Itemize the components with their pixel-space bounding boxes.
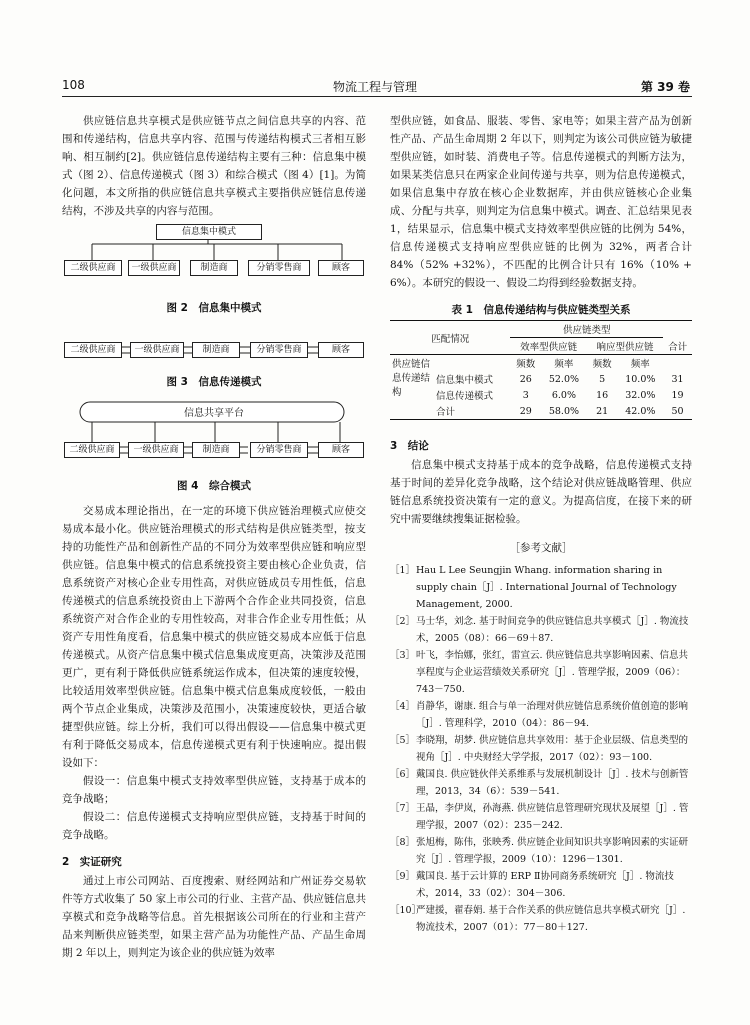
cell: 58.0% [548,405,580,417]
reference-item [390,732,692,766]
fig2-node: 分销零售商 [248,260,310,276]
fig4-node: 一级供应商 [128,442,184,458]
section-2-text: 通过上市公司网站、百度搜索、财经网站和广州证券交易软件等方式收集了 50 家上市公司的行业、主营产品、供应链信息共享模式和竞争战略等信息。首先根据该公司所在的行业和主营产品来判断供应链类型，如果主营产品为功能性产品、产品生命周期 2 年以上，则判定为该企业的供应链为效率 [62,875,366,959]
table-1-caption: 表 1 信息传递结构与供应链类型关系 [451,304,631,316]
reference-item [390,698,692,732]
table-1 [390,320,692,420]
cell: 6.0% [551,389,576,401]
col-efficient: 效率型供应链 [520,342,578,353]
row-group-label: 供应链信息传递结构 [392,359,431,398]
reference-number: ［4］ [390,701,416,712]
reference-number: ［1］ [390,565,416,576]
reference-number: ［10］ [390,905,422,916]
fig3-caption: 图 3 信息传递模式 [166,376,262,388]
cell: 5 [599,373,606,385]
reference-item [390,902,692,936]
cell: 21 [596,405,609,417]
fig2-node: 制造商 [190,260,238,276]
fig3-arrows [0,342,370,360]
fig4-node: 顾客 [318,442,364,458]
fig3-node: 顾客 [318,342,364,358]
section-3-text: 信息集中模式支持基于成本的竞争战略，信息传递模式支持基于时间的差异化竞争战略，这个结论对供应链战略管理、供应链信息系统投资决策有一定的意义。为提高信度，在接下来的研究中需要继续搜集证据检验。 [390,459,692,525]
header-rule [62,96,692,97]
cell: 26 [519,373,532,385]
cell: 52.0% [548,373,580,385]
sub-freq: 频数 [516,359,536,370]
page-number: 108 [62,78,85,92]
section-2-body [62,872,366,962]
row-label: 信息集中模式 [436,375,494,386]
sub-rate: 频率 [630,359,650,370]
fig3-node: 二级供应商 [64,342,122,358]
reference-number: ［9］ [390,871,416,882]
fig4-node: 制造商 [192,442,240,458]
intro-text: 供应链信息共享模式是供应链节点之间信息共享的内容、范围和传递结构，信息共享内容、范围与传递结构模式三者相互影响、相互制约[2]。供应链信息传递结构主要有三种：信息集中模式（图 2）、信息传递模式（图 3）和综合模式（图 4）[1]。为简化问题，本文所指的供应链信息共享模式主要指供应链信息传递结构，不涉及共享的内容与范围。 [62,115,366,217]
fig4-platform-label: 信息共享平台 [184,408,244,419]
intro-paragraph [62,112,366,220]
fig2-node: 二级供应商 [64,260,122,276]
reference-text: Hau L Lee Seungjin Whang. information sharing in supply chain［J］. International Journal of Technology Management, 2000. [416,565,677,610]
references-list [390,562,692,936]
reference-item [390,834,692,868]
table-corner: 匹配情况 [431,333,470,345]
cell: 32.0% [625,389,656,401]
body-paragraph: 交易成本理论指出，在一定的环境下供应链治理模式应使交易成本最小化。供应链治理模式的形式结构是供应链类型，按支持的功能性产品和创新性产品的不同分为效率型供应链和响应型供应链。信息集中模式的信息系统投资主要由核心企业负责，信息系统资产对核心企业专用性高，对供应链成员专用性低，信息传递模式的信息系统投资由上下游两个合作企业共同投资，信息系统资产对合作企业的专用性较高，对非合作企业专用性低；从资产专用性角度看，信息集中模式的供应链交易成本应低于信息传递模式。从资产信息集中模式信息集成度更高，决策涉及范围更广，更有利于降低供应链系统运作成本，但决策的速度较慢，比较适用效率型供应链。信息集中模式信息集成度较低，一般由两个节点企业集成，决策涉及范围小，决策速度较快，更适合敏捷型供应链。综上分析，我们可以得出假设——信息集中模式更有利于降低交易成本，信息传递模式更有利于快速响应。提出假设如下： [62,505,366,769]
cell: 31 [671,373,684,385]
reference-text: 王晶，李伊岚，孙海燕. 供应链信息管理研究现状及展望［J］. 管理学报，2007（02）：235－242. [416,803,689,831]
reference-text: 戴国良. 基于云计算的 ERP Ⅱ协同商务系统研究［J］. 物流技术，2014，33（02）：304－306. [416,871,674,899]
reference-item [390,800,692,834]
section-3-heading: 3 结论 [390,440,429,452]
sub-rate: 频率 [554,359,574,370]
references-heading: ［参考文献］ [509,542,573,554]
reference-text: 叶飞，李怡娜，张红，雷宣云. 供应链信息共享影响因素、信息共享程度与企业运营绩效关系研究［J］. 管理学报，2009（06）：743－750. [416,650,689,695]
volume-label: 第 39 卷 [640,80,690,94]
hypothesis-1: 假设一：信息集中模式支持效率型供应链，支持基于成本的竞争战略； [62,775,366,805]
fig2-caption: 图 2 信息集中模式 [166,302,262,314]
cell: 19 [671,389,684,401]
reference-text: 张旭梅，陈伟，张映秀. 供应链企业间知识共享影响因素的实证研究［J］. 管理学报，2009（10）：1296－1301. [416,837,689,865]
reference-item [390,613,692,647]
reference-number: ［7］ [390,803,416,814]
section-2-heading: 2 实证研究 [62,856,122,868]
cell: 29 [519,405,532,417]
reference-text: 戴国良. 供应链伙伴关系维系与发展机制设计［J］. 技术与创新管理，2013，34（6）：539－541. [416,769,689,797]
left-body [62,502,366,844]
fig2-node: 顾客 [318,260,364,276]
reference-text: 严建援，翟春娟. 基于合作关系的供应链信息共享模式研究［J］. 物流技术，2007（01）：77－80＋127. [416,905,686,933]
sub-freq: 频数 [592,359,612,370]
table-group-header: 供应链类型 [510,321,663,338]
row-label: 信息传递模式 [436,391,494,402]
reference-item [390,647,692,698]
cell: 42.0% [625,405,656,417]
fig4-caption: 图 4 综合模式 [177,480,251,492]
row-label: 合计 [436,407,456,418]
fig3-node: 制造商 [192,342,240,358]
reference-text: 李晓翔，胡梦. 供应链信息共享效用：基于企业层级、信息类型的视角［J］. 中央财经大学学报，2017（02）：93－100. [416,735,689,763]
fig3-node: 分销零售商 [250,342,308,358]
right-top-paragraph [390,112,692,292]
col-total: 合计 [668,341,688,353]
cell: 10.0% [625,373,656,385]
reference-item [390,562,692,613]
fig2-node: 一级供应商 [128,260,180,276]
reference-number: ［6］ [390,769,416,780]
reference-number: ［3］ [390,650,416,661]
right-top-text: 型供应链，如食品、服装、零售、家电等；如果主营产品为创新性产品、产品生命周期 2 年以下，则判定为该公司供应链为敏捷型供应链，如时装、消费电子等。信息传递模式的判断方法为，如果某类信息只在两家企业间传递与共享，则为信息传递模式，如果信息集中存放在核心企业数据库，并由供应链核心企业集成、分配与共享，则判定为信息集中模式。调查、汇总结果见表 1，结果显示，信息集中模式支持效率型供应链的比例为 54%，信息传递模式支持响应型供应链的比例为 32%，两者合计 84%（52% +32%），不匹配的比例合计只有 16%（10% + 6%）。本研究的假设一、假设二均得到经验数据支持。 [390,115,692,289]
fig2-connectors [62,224,366,264]
reference-text: 肖静华，谢康. 组合与单一治理对供应链信息系统价值创造的影响［J］. 管理科学，2010（04）：86－94. [416,701,689,729]
reference-item [390,868,692,902]
reference-number: ［8］ [390,837,416,848]
journal-title: 物流工程与管理 [332,80,417,94]
reference-number: ［5］ [390,735,416,746]
cell: 3 [522,389,529,401]
reference-item [390,766,692,800]
col-responsive: 响应型供应链 [596,342,654,353]
cell: 50 [671,405,684,417]
fig4-node: 分销零售商 [250,442,308,458]
section-3-body [390,456,692,528]
reference-text: 马士华，刘念. 基于时间竞争的供应链信息共享模式［J］. 物流技术，2005（08）：66－69＋87. [416,616,689,644]
cell: 16 [596,389,609,401]
fig3-node: 一级供应商 [130,342,184,358]
hypothesis-2: 假设二：信息传递模式支持响应型供应链，支持基于时间的竞争战略。 [62,811,366,841]
reference-number: ［2］ [390,616,416,627]
fig2-central-box: 信息集中模式 [156,224,262,240]
fig4-node: 二级供应商 [64,442,120,458]
